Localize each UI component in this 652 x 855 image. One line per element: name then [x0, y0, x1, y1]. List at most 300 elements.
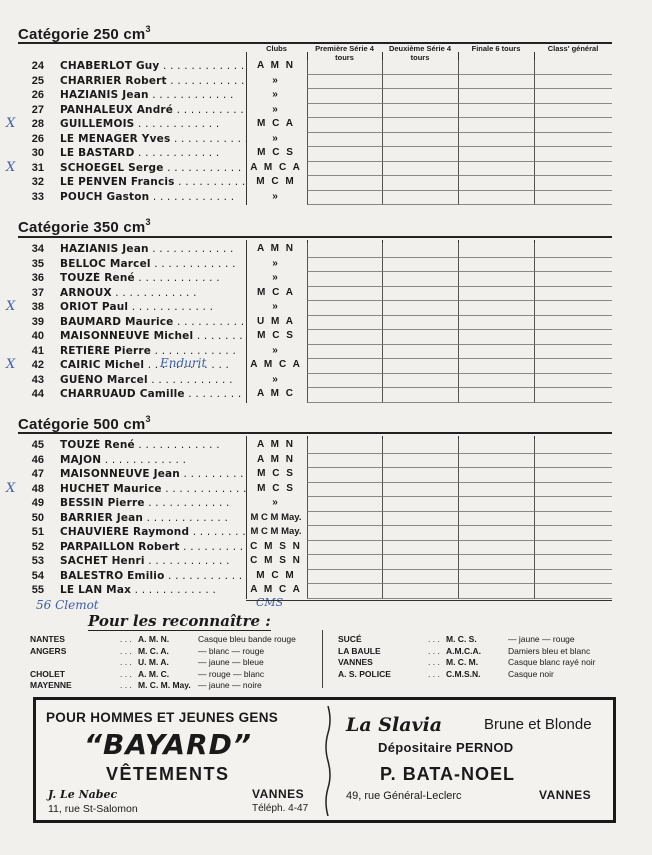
rider-number: 42 [31, 359, 44, 371]
legend-leader: . . . [428, 668, 440, 679]
column-header: Class' général [547, 44, 599, 53]
score-cell [307, 374, 382, 389]
legend-leader: . . . [120, 680, 132, 690]
score-cell [307, 439, 382, 454]
score-cell [458, 497, 534, 512]
score-cell [382, 258, 458, 273]
legend-description: — blanc — rouge [198, 645, 265, 656]
rider-name: SCHOEGEL Serge . . . [60, 162, 246, 174]
score-cell [534, 162, 612, 177]
score-cell [458, 541, 534, 556]
score-cell [307, 454, 382, 469]
legend-divider [322, 630, 323, 688]
rider-row [18, 541, 612, 556]
score-cell [534, 104, 612, 119]
score-cell [307, 104, 382, 119]
score-cell [458, 330, 534, 345]
category-title-superscript: 3 [145, 24, 151, 34]
score-cell [534, 584, 612, 599]
score-cell [382, 526, 458, 541]
score-cell [458, 439, 534, 454]
category-title [18, 26, 151, 43]
score-cell [534, 147, 612, 162]
score-cell [382, 541, 458, 556]
rider-row [18, 330, 612, 345]
rider-row [18, 468, 612, 483]
score-cell [382, 133, 458, 148]
score-cell [307, 89, 382, 104]
score-cell [307, 359, 382, 374]
rider-name: HAZIANIS Jean . . . [60, 243, 246, 255]
score-cell [458, 570, 534, 585]
score-cell [458, 301, 534, 316]
rider-number: 54 [31, 569, 44, 582]
rider-row [18, 243, 612, 258]
rider-name: TOUZÉ René . . . [60, 272, 246, 284]
score-cell [382, 374, 458, 389]
score-cell [534, 359, 612, 374]
rider-name: HAZIANIS Jean . . . [60, 89, 246, 101]
rider-row [18, 118, 612, 133]
rider-club: M C S [257, 330, 295, 341]
legend-description: Casque blanc rayé noir [508, 657, 596, 667]
rider-name: POUCH Gaston . . . [60, 191, 246, 203]
rider-number: 47 [31, 468, 44, 480]
score-cell [382, 243, 458, 258]
legend-description: — jaune — bleue [198, 657, 264, 667]
score-cell [458, 359, 534, 374]
legend-description: Damiers bleu et blanc [508, 645, 591, 656]
handwritten-x-mark: X [6, 299, 16, 314]
rider-row [18, 147, 612, 162]
ad-divider [324, 706, 332, 816]
rider-club: » [272, 373, 280, 385]
rider-club: A M N [257, 60, 295, 71]
score-cell [534, 272, 612, 287]
category-title [18, 219, 151, 236]
score-cell [307, 584, 382, 599]
legend-description: — rouge — blanc [198, 668, 265, 679]
rider-name: BAUMARD Maurice . . . [60, 316, 246, 328]
rider-row [18, 483, 612, 498]
rider-club: A M C A [250, 584, 302, 595]
rider-name: CHARRUAUD Camille . . . [60, 388, 246, 400]
score-cell [458, 584, 534, 599]
score-cell [307, 258, 382, 273]
rider-name: CAIRIC Michel . . . [60, 359, 246, 371]
ad-left-city: VANNES [252, 787, 305, 801]
rider-row [18, 584, 612, 599]
legend-city: A. S. POLICE [338, 668, 391, 679]
rider-table [18, 432, 612, 603]
score-cell [534, 330, 612, 345]
category-title-superscript: 3 [145, 414, 151, 424]
score-cell [307, 526, 382, 541]
score-cell [458, 454, 534, 469]
score-cell [458, 374, 534, 389]
rider-name: BESSIN Pierre . . . [60, 497, 246, 509]
rider-name: CHARRIER Robert . . . [60, 75, 246, 87]
legend-leader: . . . [120, 657, 132, 667]
ad-right-depot: Dépositaire PERNOD [378, 740, 514, 755]
legend-city: MAYENNE [30, 680, 72, 690]
handwritten-note: Endurit [160, 356, 207, 370]
category-title-text: Catégorie 350 cm [18, 219, 146, 236]
legend-description: — jaune — rouge [508, 634, 575, 644]
score-cell [307, 541, 382, 556]
rider-club: » [272, 190, 280, 202]
rider-club: » [272, 74, 280, 86]
rider-number: 51 [31, 526, 44, 538]
score-cell [307, 133, 382, 148]
rider-club: C M S N [250, 555, 302, 566]
rider-number: 38 [31, 301, 44, 313]
rider-club: M C S [257, 147, 295, 158]
rider-row [18, 272, 612, 287]
score-cell [382, 272, 458, 287]
rider-club: A M N [257, 453, 295, 465]
score-cell [307, 301, 382, 316]
rider-name: ORIOT Paul . . . [60, 301, 246, 313]
rider-name: HUCHET Maurice . . . [60, 483, 246, 495]
score-cell [458, 133, 534, 148]
legend-description: — jaune — noire [198, 680, 262, 690]
rider-name: LE PENVEN Francis . . . [60, 176, 246, 188]
score-cell [534, 388, 612, 403]
score-cell [382, 555, 458, 570]
score-cell [458, 468, 534, 483]
ad-right-brand: La Slavia [346, 714, 443, 736]
rider-number: 28 [31, 118, 44, 130]
rider-number: 50 [31, 511, 44, 524]
score-cell [307, 118, 382, 133]
score-cell [458, 287, 534, 302]
legend-city: SUCÉ [338, 634, 362, 644]
score-cell [307, 176, 382, 191]
score-cell [307, 287, 382, 302]
rider-name: LE MENAGER Yves . . . [60, 133, 246, 145]
ad-left-phone: Téléph. 4-47 [252, 803, 309, 814]
rider-row [18, 258, 612, 273]
score-cell [458, 512, 534, 527]
rider-number: 40 [31, 330, 44, 342]
score-cell [382, 512, 458, 527]
rider-row [18, 374, 612, 389]
score-cell [382, 118, 458, 133]
ad-right-address: 49, rue Général-Leclerc [346, 790, 462, 802]
score-cell [534, 483, 612, 498]
score-cell [307, 75, 382, 90]
score-cell [382, 359, 458, 374]
handwritten-x-mark: X [6, 116, 16, 131]
legend-club: M. C. M. [446, 657, 479, 667]
score-cell [534, 454, 612, 469]
rider-club: M C M May. [250, 526, 302, 537]
score-cell [534, 301, 612, 316]
handwritten-x-mark: X [6, 159, 16, 175]
score-cell [382, 454, 458, 469]
rider-name: CHABERLOT Guy . . . [60, 60, 246, 72]
rider-name: BARRIER Jean . . . [60, 512, 246, 524]
score-cell [534, 541, 612, 556]
legend-city: CHOLET [30, 668, 65, 679]
legend-leader: . . . [120, 634, 132, 644]
rider-table [18, 236, 612, 407]
legend-club: U. M. A. [138, 657, 169, 667]
score-cell [382, 330, 458, 345]
legend-club: M. C. M. May. [138, 680, 191, 690]
rider-club: » [272, 272, 280, 283]
rider-club: M C S [257, 482, 295, 494]
legend-leader: . . . [428, 645, 440, 656]
score-cell [382, 584, 458, 599]
rider-row [18, 60, 612, 75]
score-cell [534, 258, 612, 273]
score-cell [458, 118, 534, 133]
score-cell [382, 483, 458, 498]
score-cell [382, 497, 458, 512]
rider-row [18, 526, 612, 541]
rider-row [18, 89, 612, 104]
score-cell [307, 555, 382, 570]
score-cell [458, 258, 534, 273]
rider-table [18, 42, 612, 209]
score-cell [534, 497, 612, 512]
rider-row [18, 104, 612, 119]
rider-name: MAISONNEUVE Michel . . . [60, 330, 246, 342]
rider-number: 32 [31, 176, 44, 188]
rider-name: CHAUVIÈRE Raymond . . . [60, 526, 246, 538]
category-title-text: Catégorie 250 cm [18, 26, 146, 43]
handwritten-extra-club: CMS [256, 596, 284, 609]
rider-name: MAISONNEUVE Jean . . . [60, 468, 246, 480]
rider-club: A M C A [250, 161, 302, 173]
rider-club: » [272, 132, 280, 144]
column-header: Première Série 4 tours [315, 44, 374, 62]
score-cell [458, 555, 534, 570]
score-cell [307, 468, 382, 483]
score-cell [382, 439, 458, 454]
rider-name: BALESTRO Emilio . . . [60, 570, 246, 582]
rider-row [18, 555, 612, 570]
score-cell [458, 75, 534, 90]
rider-number: 26 [31, 89, 44, 101]
rider-number: 52 [31, 540, 44, 553]
rider-number: 26 [31, 132, 44, 145]
score-cell [382, 60, 458, 75]
rider-club: A M N [257, 439, 295, 450]
rider-row [18, 439, 612, 454]
score-cell [382, 89, 458, 104]
score-cell [458, 89, 534, 104]
ad-right-name: P. BATA-NOEL [380, 764, 516, 784]
score-cell [534, 468, 612, 483]
score-cell [534, 243, 612, 258]
rider-row [18, 345, 612, 360]
column-header: Clubs [266, 44, 287, 53]
score-cell [458, 243, 534, 258]
legend-leader: . . . [428, 634, 440, 644]
rider-name: ARNOUX . . . [60, 287, 246, 299]
rider-row [18, 162, 612, 177]
legend-leader: . . . [428, 657, 440, 667]
rider-club: » [272, 103, 280, 115]
score-cell [534, 287, 612, 302]
rider-number: 46 [31, 453, 44, 466]
score-cell [382, 468, 458, 483]
score-cell [534, 555, 612, 570]
rider-club: » [272, 89, 280, 100]
rider-number: 44 [31, 388, 44, 400]
score-cell [534, 316, 612, 331]
score-cell [534, 118, 612, 133]
rider-row [18, 454, 612, 469]
category-title-superscript: 3 [145, 217, 151, 227]
legend-city: VANNES [338, 657, 373, 667]
table-top-rule [18, 236, 612, 238]
score-cell [307, 272, 382, 287]
table-top-rule [18, 432, 612, 434]
rider-row [18, 359, 612, 374]
rider-number: 53 [31, 555, 44, 567]
score-cell [307, 191, 382, 206]
score-cell [382, 176, 458, 191]
score-cell [382, 75, 458, 90]
rider-club: » [272, 344, 280, 356]
rider-row [18, 570, 612, 585]
rider-club: A M C A [250, 359, 302, 370]
score-cell [534, 60, 612, 75]
score-cell [307, 497, 382, 512]
rider-club: U M A [257, 315, 295, 327]
column-header: Finale 6 tours [471, 44, 521, 53]
score-cell [458, 147, 534, 162]
rider-name: PANHALEUX André . . . [60, 104, 246, 116]
score-cell [534, 374, 612, 389]
legend-city: NANTES [30, 634, 65, 644]
handwritten-extra-rider: 56 Clemot [36, 598, 99, 612]
ad-right-tagline: Brune et Blonde [484, 716, 592, 733]
rider-club: M C A [257, 118, 295, 129]
score-cell [458, 526, 534, 541]
score-cell [382, 287, 458, 302]
score-cell [382, 191, 458, 206]
score-cell [307, 345, 382, 360]
score-cell [534, 512, 612, 527]
score-cell [382, 301, 458, 316]
rider-name: GUÉNO Marcel . . . [60, 374, 246, 386]
rider-number: 37 [31, 286, 44, 299]
legend-description: Casque bleu bande rouge [198, 634, 296, 644]
rider-number: 34 [31, 243, 44, 255]
rider-name: LE BASTARD . . . [60, 147, 246, 159]
score-cell [307, 330, 382, 345]
rider-name: LE LAN Max . . . [60, 584, 246, 596]
rider-number: 39 [31, 315, 44, 328]
rider-club: M C S [257, 468, 295, 479]
ad-left-owner: J. Le Nabec [48, 788, 118, 801]
rider-name: RETIÈRE Pierre . . . [60, 345, 246, 357]
legend-leader: . . . [120, 645, 132, 656]
score-cell [534, 191, 612, 206]
ad-left-line1: POUR HOMMES ET JEUNES GENS [46, 710, 279, 725]
ad-left-address: 11, rue St-Salomon [48, 803, 138, 815]
category-title-text: Catégorie 500 cm [18, 416, 146, 433]
score-cell [534, 133, 612, 148]
rider-name: MAJON . . . [60, 454, 246, 466]
score-cell [534, 570, 612, 585]
score-cell [307, 570, 382, 585]
score-cell [382, 345, 458, 360]
score-cell [307, 512, 382, 527]
rider-row [18, 133, 612, 148]
rider-club: A M C [257, 388, 295, 399]
score-cell [458, 272, 534, 287]
legend-leader: . . . [120, 668, 132, 679]
rider-name: GUILLEMOIS . . . [60, 118, 246, 130]
handwritten-x-mark: X [6, 357, 16, 372]
rider-row [18, 287, 612, 302]
score-cell [382, 316, 458, 331]
ad-left-product: VÊTEMENTS [106, 764, 230, 784]
score-cell [382, 162, 458, 177]
legend-club: A.M.C.A. [446, 645, 481, 656]
score-cell [307, 162, 382, 177]
rider-row [18, 301, 612, 316]
rider-club: C M S N [250, 540, 302, 552]
score-cell [534, 176, 612, 191]
rider-number: 30 [31, 147, 44, 159]
column-header: Deuxième Série 4 tours [388, 44, 452, 62]
score-cell [458, 104, 534, 119]
rider-number: 45 [31, 439, 44, 451]
score-cell [307, 60, 382, 75]
score-cell [307, 243, 382, 258]
rider-number: 25 [31, 74, 44, 87]
rider-name: SACHET Henri . . . [60, 555, 246, 567]
rider-number: 27 [31, 103, 44, 116]
score-cell [458, 162, 534, 177]
score-cell [458, 388, 534, 403]
score-cell [307, 316, 382, 331]
rider-club: » [272, 497, 280, 508]
rider-name: BELLOC Marcel . . . [60, 258, 246, 270]
rider-club: M C M [256, 569, 296, 581]
advertisement-box [33, 697, 616, 823]
rider-club: M C M May. [250, 511, 302, 523]
score-cell [534, 345, 612, 360]
score-cell [458, 191, 534, 206]
rider-number: 35 [31, 257, 44, 270]
score-cell [382, 570, 458, 585]
legend-club: M. C. A. [138, 645, 169, 656]
score-cell [307, 147, 382, 162]
rider-row [18, 512, 612, 527]
legend-city: LA BAULE [338, 645, 381, 656]
rider-row [18, 75, 612, 90]
rider-number: 31 [31, 161, 44, 174]
score-cell [458, 316, 534, 331]
rider-club: A M N [257, 243, 295, 254]
rider-number: 41 [31, 344, 44, 357]
score-cell [458, 60, 534, 75]
rider-row [18, 497, 612, 512]
score-cell [534, 526, 612, 541]
rider-club: M C A [257, 286, 295, 298]
score-cell [382, 147, 458, 162]
rider-club: » [272, 301, 280, 312]
legend-title: Pour les reconnaître : [88, 612, 271, 630]
